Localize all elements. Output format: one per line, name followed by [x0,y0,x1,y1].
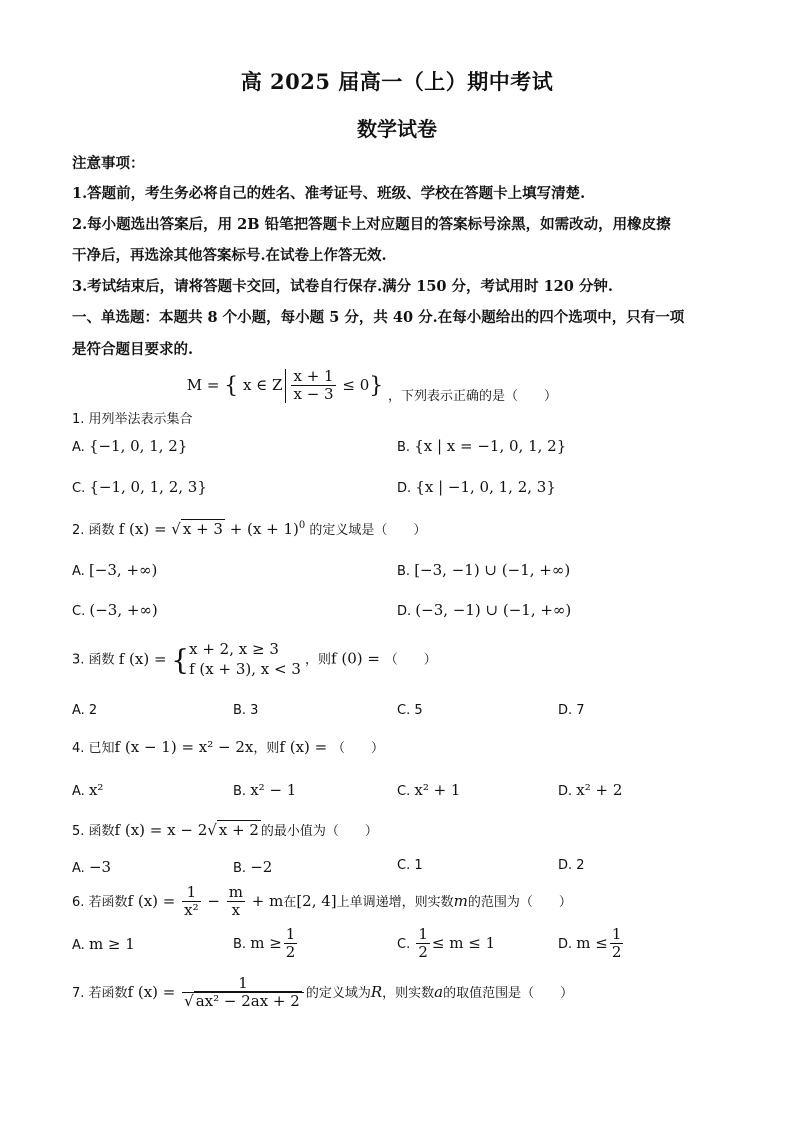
option-label: B. [397,440,411,455]
q5-function: f (x) = x − 2 [114,821,208,839]
section-heading-line-1: 一、单选题：本题共 8 个小题，每小题 5 分，共 40 分.在每小题给出的四个选项中，只有一项 [72,309,685,326]
q2-option-c[interactable] [72,601,158,619]
question-7-prefix: 7. 若函数 [72,985,128,1001]
question-2-suffix: 的定义域是（ ） [309,523,427,538]
q6-plus: + m [246,891,284,910]
q4-ask: f (x) = [279,738,332,756]
option-label: B. [233,861,247,876]
q2-option-a[interactable] [72,561,157,579]
option-label: B. [397,564,411,579]
q1-option-a[interactable] [72,437,187,455]
q3-option-d[interactable]: D. 7 [558,703,585,718]
option-label: C. [72,481,86,496]
question-6-suffix: 的范围为（ ） [467,894,572,910]
question-1: 1. 用列举法表示集合 M = { x ∈ Z $\frac{x + 1}{x - 3}$ ≤ 0} ，下列表示正确的是（ ） [72,367,558,427]
q6-interval: [2, 4] [296,891,337,910]
option-value: x² + 2 [576,781,623,799]
question-3: 3. 函数 f (x) = { x + 2, x ≥ 3 f (x + 3), x < 3 ，则f (0) = （ ） [72,640,437,678]
frac-numerator: 1 [418,925,428,943]
frac-numerator: 1 [611,925,622,943]
q1-cond-numerator: x + 1 [293,367,334,385]
note-2-line-2: 干净后，再选涂其他答案标号.在试卷上作答无效. [72,247,387,264]
note-3: 3.考试结束后，请将答题卡交回，试卷自行保存.满分 150 分，考试用时 120 分钟. [72,278,613,295]
q4-option-d[interactable] [558,781,622,799]
option-value: m ≥ 1 [88,935,135,953]
option-value: {−1, 0, 1, 2, 3} [89,478,207,496]
q2-option-d[interactable] [397,601,571,619]
q4-option-c[interactable] [397,781,460,799]
option-value: x² + 1 [414,781,461,799]
option-label: A. [72,861,85,876]
option-label: A. [72,440,85,455]
option-label: B. [233,784,247,799]
q6-frac2-denominator: x [231,901,241,920]
q6-option-b[interactable] [233,926,299,962]
q5-option-d[interactable]: D. 2 [558,858,585,873]
option-value: {x | −1, 0, 1, 2, 3} [415,478,556,496]
option-label: A. [72,938,85,953]
question-3-suffix: （ ） [384,652,437,668]
question-2: 2. 函数 f (x) = √ $x + 3 + (x + 1)^0$ 的定义域是（ ） [72,520,427,538]
q1-option-b[interactable] [397,437,566,455]
option-label: D. [558,936,573,952]
q6-function: f (x) = [127,891,181,910]
q3-option-b[interactable]: B. 3 [233,703,259,718]
q3-case-2: f (x + 3), x < 3 [189,659,301,678]
q2-option-b[interactable] [397,561,570,579]
question-4-prefix: 4. 已知 [72,741,115,756]
option-value: ≤ m ≤ 1 [431,933,496,952]
q5-option-a[interactable] [72,858,111,876]
q5-sqrt-arg: x + 2 [218,821,259,839]
question-1-prefix: 1. 用列举法表示集合 [72,411,193,427]
q6-frac1-numerator: 1 [182,884,200,902]
option-value: m ≥ [250,933,282,952]
exam-subtitle: 数学试卷 [357,117,437,141]
question-6 [72,884,572,920]
q7-function: f (x) = [127,982,181,1001]
question-7-suffix: 的取值范围是（ ） [443,985,574,1001]
q1-cond-denominator: x − 3 [293,385,334,404]
frac-denominator: 2 [611,943,622,962]
q4-option-a[interactable] [72,781,103,799]
question-2-prefix: 2. 函数 [72,523,115,538]
q6-option-d[interactable] [558,926,625,962]
q7-var: a [434,982,444,1001]
question-5-prefix: 5. 函数 [72,824,115,839]
option-label: D. [397,604,412,619]
q1-option-d[interactable] [397,478,556,496]
q6-minus: − [202,891,225,910]
option-label: D. [558,784,573,799]
q6-option-c[interactable] [397,926,495,962]
question-3-prefix: 3. 函数 [72,652,115,668]
question-6-prefix: 6. 若函数 [72,894,128,910]
option-label: A. [72,784,85,799]
exam-title: 高 2025 届高一（上）期中考试 [240,69,554,94]
q3-function: f (x) = [118,649,172,668]
option-value: −2 [250,858,273,876]
q4-option-b[interactable] [233,781,296,799]
q7-mid: 的定义域为 [305,985,371,1001]
q6-frac1-denominator: x² [184,901,199,920]
option-value: x² − 1 [250,781,297,799]
frac-denominator: 2 [285,943,296,962]
q6-suffix: 上单调递增，则实数 [336,894,454,910]
q5-option-c[interactable]: C. 1 [397,858,423,873]
option-label: C. [397,936,411,952]
q4-mid: ，则 [253,741,280,756]
question-4-suffix: （ ） [331,741,384,756]
q7-mid2: ，则实数 [382,985,435,1001]
option-label: C. [397,784,411,799]
note-1: 1.答题前，考生务必将自己的姓名、准考证号、班级、学校在答题卡上填写清楚. [72,185,586,202]
option-value: m ≤ [576,933,608,952]
frac-numerator: 1 [285,925,296,943]
option-label: B. [233,936,247,952]
q5-option-b[interactable] [233,858,272,876]
q3-mid: ，则 [305,652,332,668]
q3-option-c[interactable]: C. 5 [397,703,423,718]
section-heading-line-2: 是符合题目要求的. [72,341,194,358]
notes-heading: 注意事项： [72,155,145,172]
q6-frac2-numerator: m [228,883,243,901]
option-label: C. [72,604,86,619]
q6-in: 在 [283,894,297,910]
q1-set-elem: x ∈ Z [242,375,283,394]
q3-option-a[interactable]: A. 2 [72,703,98,718]
q3-ask: f (0) = [331,649,385,668]
frac-denominator: 2 [418,943,428,962]
question-4 [72,737,384,756]
question-5-suffix: 的最小值为（ ） [260,824,378,839]
q7-numerator: 1 [182,975,304,993]
option-value: (−3, +∞) [89,601,158,619]
q2-rest: + (x + 1) [224,520,299,538]
q6-option-a[interactable] [72,935,135,953]
option-value: −3 [88,858,112,876]
option-label: A. [72,564,85,579]
q2-sqrt-arg: x + 3 [182,520,223,538]
question-1-suffix: ，下列表示正确的是（ ） [388,388,558,404]
option-label: D. [397,481,412,496]
q1-option-c[interactable] [72,478,207,496]
q2-function: f (x) = [118,520,172,538]
q1-cond-relation: ≤ 0 [342,375,370,394]
option-value: {−1, 0, 1, 2} [88,437,188,455]
q1-set-lhs: M = [186,375,225,394]
option-value: {x | x = −1, 0, 1, 2} [414,437,567,455]
option-value: (−3, −1) ∪ (−1, +∞) [415,601,572,619]
option-value: x² [88,781,104,799]
q6-var: m [453,891,468,910]
question-7: 7. 若函数f (x) = $\frac{1}{\text{√ ax² − 2ax + 2}}$ 的定义域为R，则实数a的取值范围是（ ） [72,974,574,1011]
question-5: 5. 函数f (x) = x − 2√ x + 2 的最小值为（ ） [72,821,378,839]
q4-expression: f (x − 1) = x² − 2x [114,738,254,756]
q3-case-1: x + 2, x ≥ 3 [189,640,279,658]
note-2-line-1: 2.每小题选出答案后，用 2B 铅笔把答题卡上对应题目的答案标号涂黑，如需改动，用橡皮擦 [72,216,671,233]
q7-domain-r: R [370,982,383,1001]
option-value: [−3, −1) ∪ (−1, +∞) [414,561,571,579]
q7-denominator: ax² − 2ax + 2 [195,992,300,1011]
q2-exponent: 0 [298,520,306,531]
option-value: [−3, +∞) [88,561,158,579]
